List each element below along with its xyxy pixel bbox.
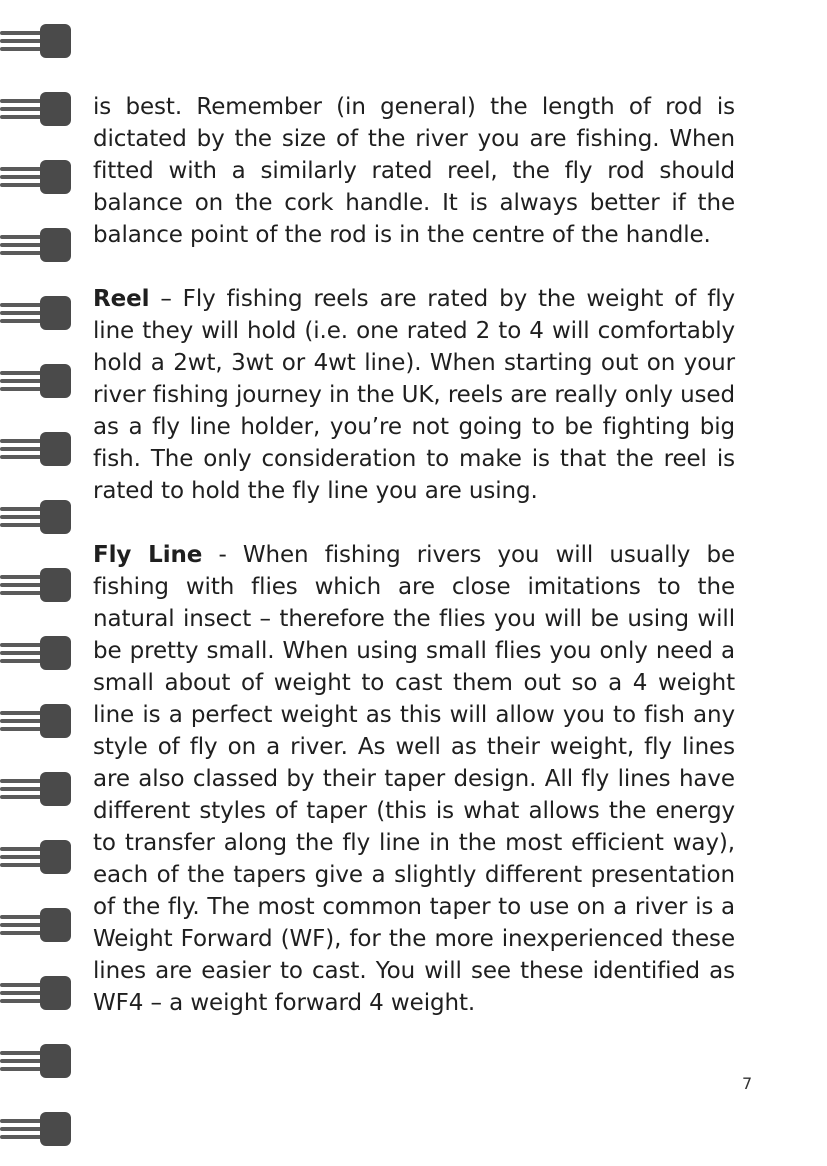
binding-ring — [0, 160, 72, 194]
page-body — [93, 91, 735, 1019]
paragraph-text: – Fly fishing reels are rated by the weight of fly line they will hold (i.e. one rated 2 to 4 will comfortably hold a 2wt, 3wt or 4wt line). When starting out on your river fishing journey in the UK, reels are really only used as a fly line holder, you’re not going to be fighting big fish. The only consideration to make is that the reel is rated to hold the fly line you are using. — [93, 286, 735, 504]
binding-ring — [0, 1044, 72, 1078]
binding-ring — [0, 24, 72, 58]
binding-ring — [0, 364, 72, 398]
spiral-binding — [0, 0, 80, 1166]
paragraph-text: is best. Remember (in general) the length of rod is dictated by the size of the river you are fishing. When fitted with a similarly rated reel, the fly rod should balance on the cork handle. It is always better if the balance point of the rod is in the centre of the handle. — [93, 94, 735, 248]
binding-ring — [0, 1112, 72, 1146]
binding-ring — [0, 908, 72, 942]
binding-ring — [0, 92, 72, 126]
binding-ring — [0, 432, 72, 466]
binding-ring — [0, 976, 72, 1010]
paragraph-text: - When fishing rivers you will usually be fishing with flies which are close imitations to the natural insect – therefore the flies you will be using will be pretty small. When using small flies you only need a small about of weight to cast them out so a 4 weight line is a perfect weight as this will allow you to fish any style of fly on a river. As well as their weight, fly lines are also classed by their taper design. All fly lines have different styles of taper (this is what allows the energy to transfer along the fly line in the most efficient way), each of the tapers give a slightly different presentation of the fly. The most common taper to use on a river is a Weight Forward (WF), for the more inexperienced these lines are easier to cast. You will see these identified as WF4 – a weight forward 4 weight. — [93, 542, 735, 1016]
section-heading-fly-line: Fly Line — [93, 542, 203, 568]
page-number: 7 — [742, 1074, 753, 1093]
binding-ring — [0, 228, 72, 262]
binding-ring — [0, 772, 72, 806]
section-heading-reel: Reel — [93, 286, 150, 312]
binding-ring — [0, 500, 72, 534]
binding-ring — [0, 704, 72, 738]
binding-ring — [0, 568, 72, 602]
paragraph-rod-continued — [93, 91, 735, 251]
paragraph-reel — [93, 283, 735, 507]
binding-ring — [0, 840, 72, 874]
paragraph-fly-line — [93, 539, 735, 1019]
binding-ring — [0, 296, 72, 330]
binding-ring — [0, 636, 72, 670]
